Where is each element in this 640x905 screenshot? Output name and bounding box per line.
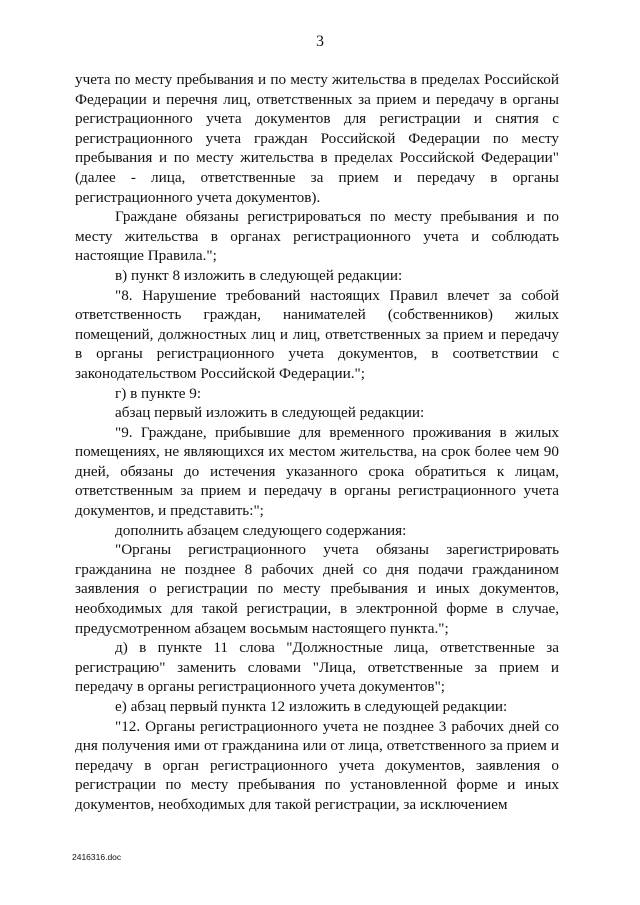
paragraph: учета по месту пребывания и по месту жительства в пределах Российской Федерации и перечня лиц, ответственных за прием и передачу в органы регистрационного учета документов для регистрации и снятия с регистрационного учета граждан Российской Федерации по месту пребывания и по месту жительства в пределах Российской Федерации" (далее - лица, ответственные за прием и передачу в органы регистрационного учета документов). (75, 71, 559, 206)
paragraph: "9. Граждане, прибывшие для временного проживания в жилых помещениях, не являющихся их местом жительства, на срок более чем 90 дней, обязаны до истечения указанного срока обратиться к лицам, ответственным за прием и передачу в органы регистрационного учета документов, и представить:"; (75, 423, 559, 520)
paragraph: в) пункт 8 изложить в следующей редакции: (115, 266, 403, 284)
paragraph: е) абзац первый пункта 12 изложить в следующей редакции: (115, 698, 508, 715)
paragraph: "8. Нарушение требований настоящих Правил влечет за собой ответственность граждан, нанимателей (собственников) жилых помещений, должностных лиц и лиц, ответственных за прием и передачу в органы регистрационного учета документов, в соответствии с законодательством Российской Федерации."; (75, 286, 559, 382)
paragraph: дополнить абзацем следующего содержания: (115, 521, 407, 539)
document-filename-footer: 2416316.doc (72, 852, 122, 862)
paragraph: Граждане обязаны регистрироваться по месту пребывания и по месту жительства в органах регистрационного учета и соблюдать настоящие Правила."; (75, 208, 559, 265)
document-body (75, 70, 559, 815)
paragraph: "12. Органы регистрационного учета не позднее 3 рабочих дней со дня получения ими от гражданина или от лица, ответственного за прием и передачу в орган регистрационного учета документов, заявления о регистрации по месту пребывания по установленной форме и иных документов, необходимых для такой регистрации, за исключением (75, 717, 559, 813)
paragraph: "Органы регистрационного учета обязаны зарегистрировать гражданина не позднее 8 рабочих дней со дня подачи гражданином заявления о регистрации по месту пребывания и иных документов, необходимых для такой регистрации, в электронной форме в случае, предусмотренном абзацем восьмым настоящего пункта."; (75, 541, 559, 637)
paragraph: абзац первый изложить в следующей редакции: (115, 404, 425, 422)
paragraph: г) в пункте 9: (115, 384, 202, 402)
paragraph: д) в пункте 11 слова "Должностные лица, ответственные за регистрацию" заменить словами "Лица, ответственные за прием и передачу в органы регистрационного учета документов"; (75, 639, 559, 696)
page-number: 3 (316, 33, 324, 50)
